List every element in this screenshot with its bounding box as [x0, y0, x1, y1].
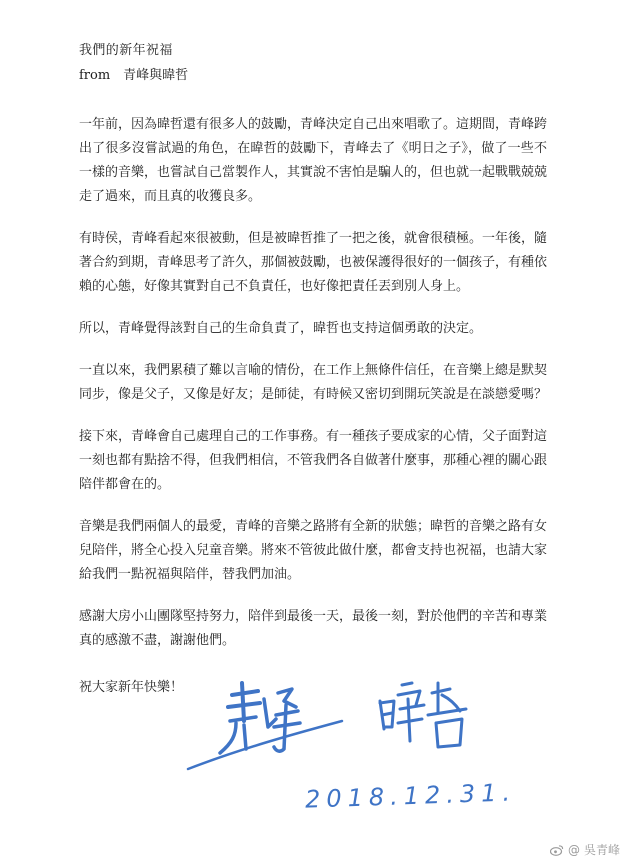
- paragraph-5: 接下來，青峰會自己處理自己的工作事務。有一種孩子要成家的心情，父子面對這一刻也都有點捨不得，但我們相信，不管我們各自做著什麼事，那種心裡的關心跟陪伴都會在的。: [79, 429, 548, 492]
- signature-weizhe: [380, 683, 466, 747]
- paragraph-2: 有時侯，青峰看起來很被動，但是被暐哲推了一把之後，就會很積極。一年後，隨著合約到期，青峰思考了許久，那個被鼓勵，也被保護得很好的一個孩子，有種依賴的心態，好像其實對自己不負責任，也好像把責任丟到別人身上。: [79, 231, 548, 294]
- letter-header: [79, 38, 188, 88]
- watermark-at: @: [567, 842, 580, 857]
- letter-title: 我們的新年祝福: [79, 43, 173, 58]
- weibo-watermark: [550, 841, 620, 858]
- letter-from: from 青峰與暐哲: [79, 68, 189, 83]
- paragraph-1: 一年前，因為暐哲還有很多人的鼓勵，青峰決定自己出來唱歌了。這期間，青峰跨出了很多沒嘗試過的角色，在暐哲的鼓勵下，青峰去了《明日之子》，做了一些不一樣的音樂，也嘗試自己當製作人，其實說不害怕是騙人的，但也就一起戰戰兢兢走了過來，而且真的收獲良多。: [79, 117, 548, 204]
- paragraph-7: 感謝大房小山團隊堅持努力，陪伴到最後一天，最後一刻，對於他們的辛苦和專業真的感激不盡，謝謝他們。: [79, 609, 548, 648]
- watermark-label: 吳青峰: [583, 843, 620, 857]
- signature-qingfeng: [188, 683, 342, 769]
- handwritten-date: 2018.12.31.: [304, 778, 517, 814]
- paragraph-3: 所以，青峰覺得該對自己的生命負責了，暐哲也支持這個勇敢的決定。: [79, 321, 483, 336]
- paragraph-6: 音樂是我們兩個人的最愛，青峰的音樂之路將有全新的狀態；暐哲的音樂之路有女兒陪伴，將全心投入兒童音樂。將來不管彼此做什麼，都會支持也祝福，也請大家給我們一點祝福與陪伴，替我們加油。: [79, 519, 548, 582]
- letter-body: [79, 113, 547, 671]
- letter-closing: 祝大家新年快樂！: [79, 680, 184, 695]
- weibo-icon: [550, 844, 564, 856]
- paragraph-4: 一直以來，我們累積了難以言喻的情份，在工作上無條件信任，在音樂上總是默契同步，像是父子，又像是好友；是師徒，有時候又密切到開玩笑說是在談戀愛嗎？: [79, 363, 548, 402]
